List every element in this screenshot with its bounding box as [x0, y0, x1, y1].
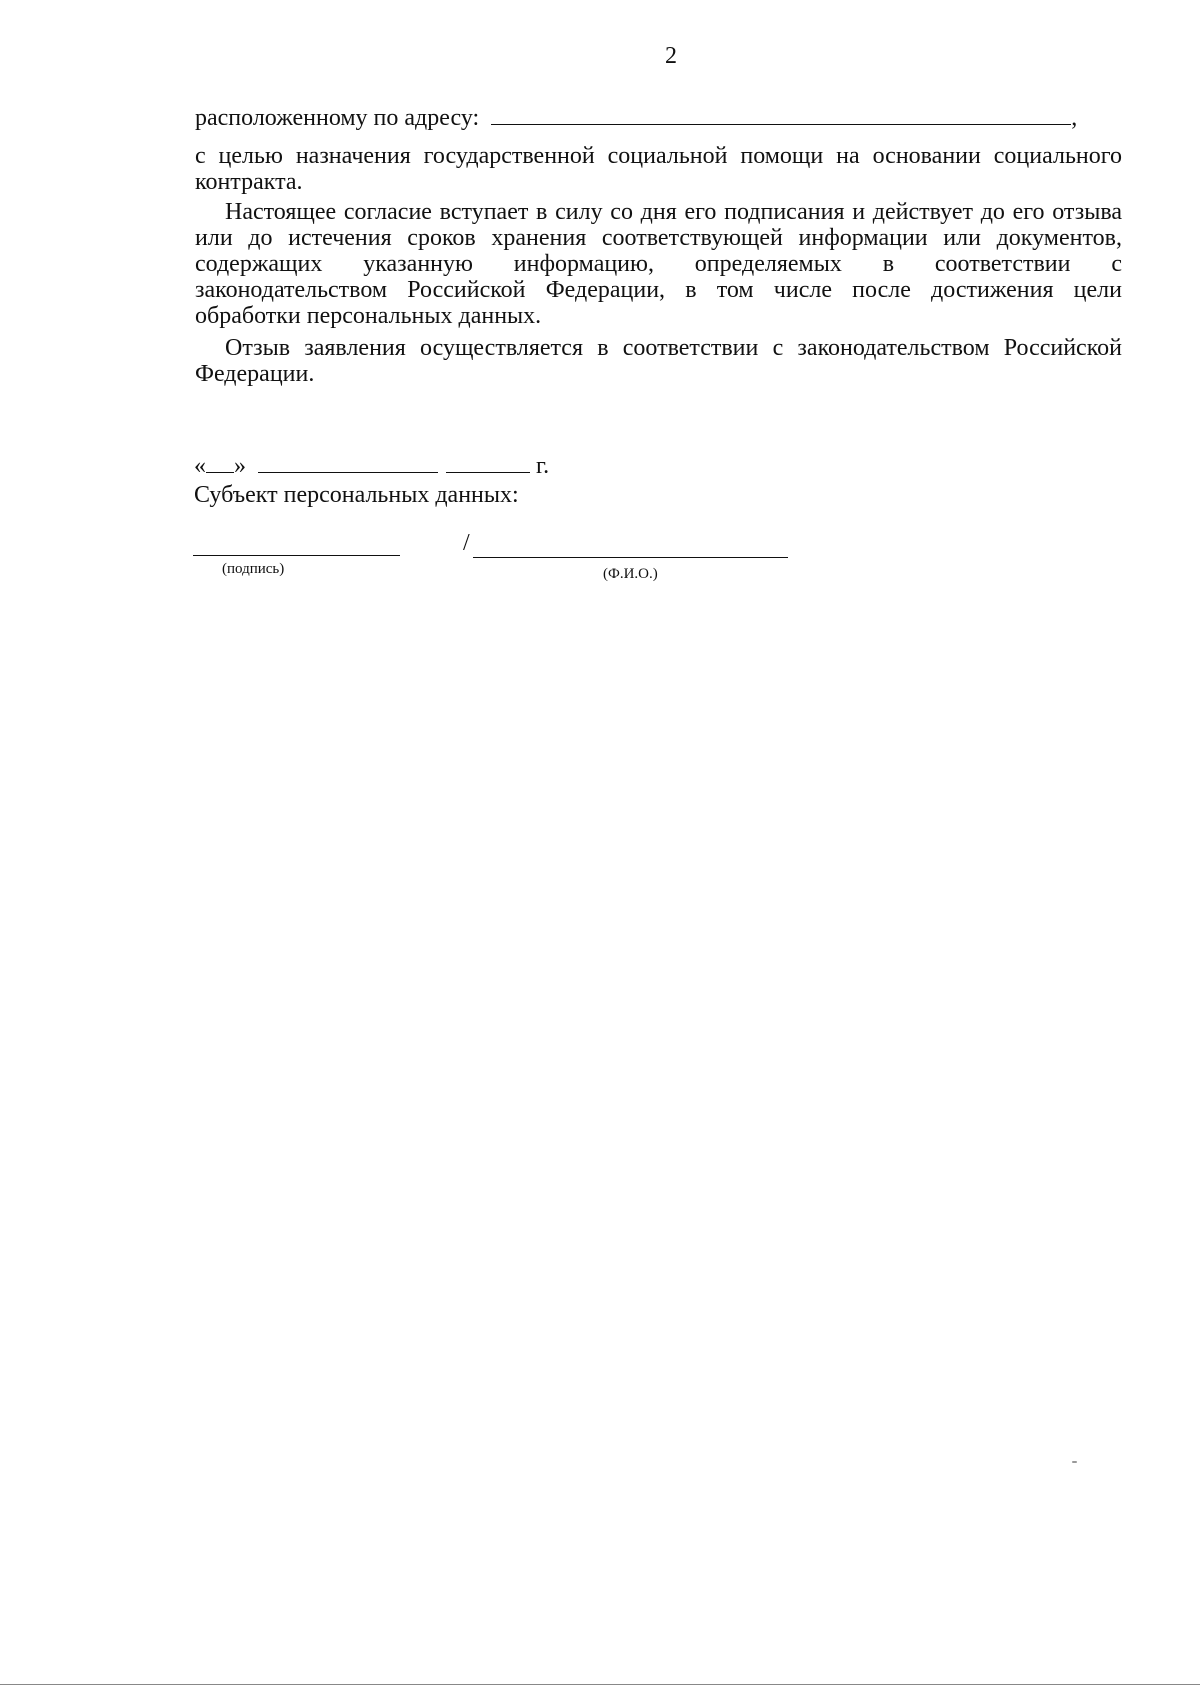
date-line [194, 453, 549, 479]
paragraph-revocation [195, 335, 1122, 387]
signature-caption: (подпись) [222, 561, 285, 577]
paragraph-line: обработки персональных данных. [195, 303, 542, 329]
paragraph-line: контракта. [195, 169, 303, 195]
signature-field[interactable] [193, 555, 400, 556]
paragraph-line: Настоящее согласие вступает в силу со дня его подписания и действует до его отзыва [225, 199, 1122, 225]
address-line [195, 105, 1122, 131]
address-label: расположенному по адресу: [195, 105, 480, 131]
paragraph-line: Отзыв заявления осуществляется в соответствии с законодательством Российской [225, 335, 1122, 361]
paragraph-line: с целью назначения государственной социальной помощи на основании социального [195, 143, 1122, 169]
full-name-field[interactable] [473, 557, 788, 558]
paragraph-purpose [195, 143, 1122, 195]
page-bottom-edge [0, 1684, 1200, 1685]
subject-label: Субъект персональных данных: [194, 482, 519, 508]
paragraph-line: или до истечения сроков хранения соответствующей информации или документов, [195, 225, 1122, 251]
address-trailing-comma: , [1071, 105, 1078, 131]
address-blank-field[interactable] [491, 108, 1071, 125]
scan-speck [1072, 1461, 1077, 1463]
full-name-caption: (Ф.И.О.) [603, 566, 658, 582]
paragraph-line: Федерации. [195, 361, 315, 387]
date-close-quote: » [234, 453, 246, 479]
date-open-quote: « [194, 453, 206, 479]
date-month-field[interactable] [258, 456, 438, 473]
date-day-field[interactable] [206, 456, 234, 473]
date-year-suffix: г. [536, 453, 550, 479]
date-year-field[interactable] [446, 456, 530, 473]
paragraph-validity [195, 199, 1122, 329]
page-number: 2 [665, 43, 677, 69]
paragraph-line: содержащих указанную информацию, определяемых в соответствии с [195, 251, 1122, 277]
signature-slash: / [463, 530, 470, 556]
paragraph-line: законодательством Российской Федерации, в том числе после достижения цели [195, 277, 1122, 303]
